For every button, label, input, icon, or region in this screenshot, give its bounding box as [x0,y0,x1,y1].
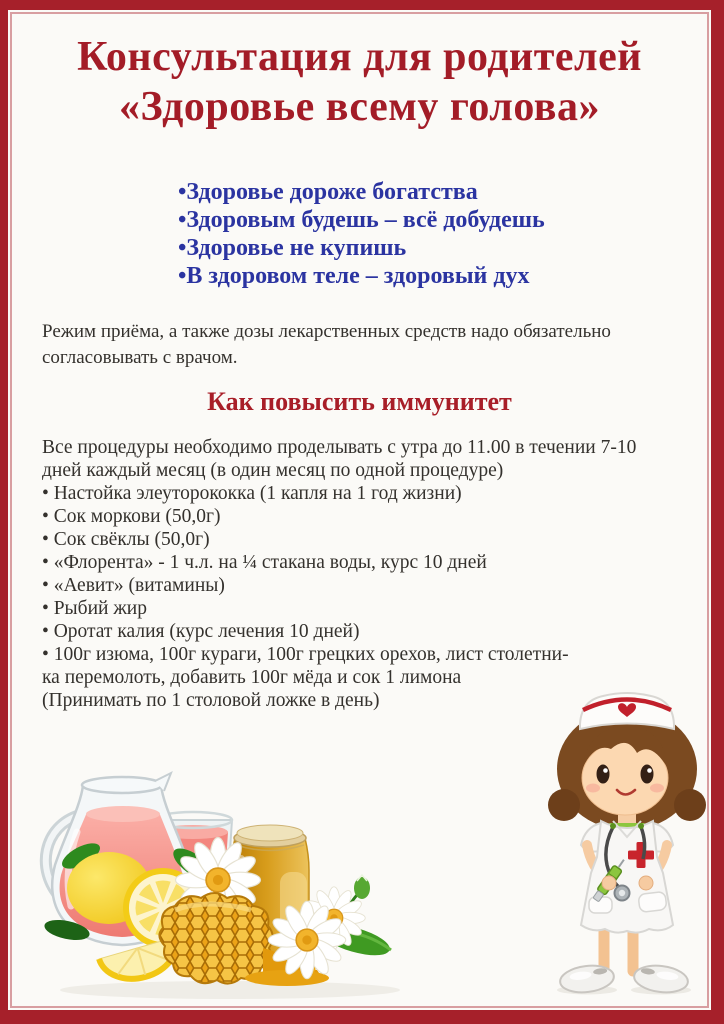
immunity-heading: Как повысить иммунитет [207,387,512,416]
text-line: (Принимать по 1 столовой ложке в день) [42,690,380,711]
nurse-illustration [543,685,711,1007]
title-line-2: «Здоровье всему голова» [119,84,600,130]
notice-line: согласовывать с врачом. [42,347,238,368]
text-line: • Сок свёклы (50,0г) [42,529,210,550]
text-line: • Настойка элеуторококка (1 капля на 1 год жизни) [42,483,462,504]
proverb-item: •Здоровым будешь – всё добудешь [178,207,545,233]
nurse-right-hand [639,876,653,890]
juice-lemons-honey-illustration [25,760,425,1005]
text-line: • 100г изюма, 100г кураги, 100г грецких орехов, лист столетни- [42,644,569,665]
title-line-1: Консультация для родителей [77,34,642,80]
immunity-instructions [42,436,702,712]
text-line: • «Аевит» (витамины) [42,575,225,596]
proverb-item: •Здоровье не купишь [178,235,407,261]
text-line: • Рыбий жир [42,598,147,619]
text-line: дней каждый месяц (в один месяц по одной процедуре) [42,460,504,481]
nurse-left-hand [602,876,616,890]
text-line: • Сок моркови (50,0г) [42,506,221,527]
proverb-item: •Здоровье дороже богатства [178,179,478,205]
poster-title [8,32,711,132]
poster-sheet [8,10,711,1010]
notice-line: Режим приёма, а также дозы лекарственных средств надо обязательно [42,321,611,342]
text-line: • Оротат калия (курс лечения 10 дней) [42,621,360,642]
nurse-cap [580,693,674,729]
health-proverbs-list [178,178,545,290]
text-line: Все процедуры необходимо проделывать с утра до 11.00 в течении 7-10 [42,437,637,458]
nurse-shoes [559,963,690,995]
nurse-dress [581,821,673,933]
text-line: • «Флорента» - 1 ч.л. на ¼ стакана воды, курс 10 дней [42,552,487,573]
doctor-notice [42,319,694,371]
text-line: ка перемолоть, добавить 100г мёда и сок 1 лимона [42,667,462,688]
proverb-item: •В здоровом теле – здоровый дух [178,263,530,289]
